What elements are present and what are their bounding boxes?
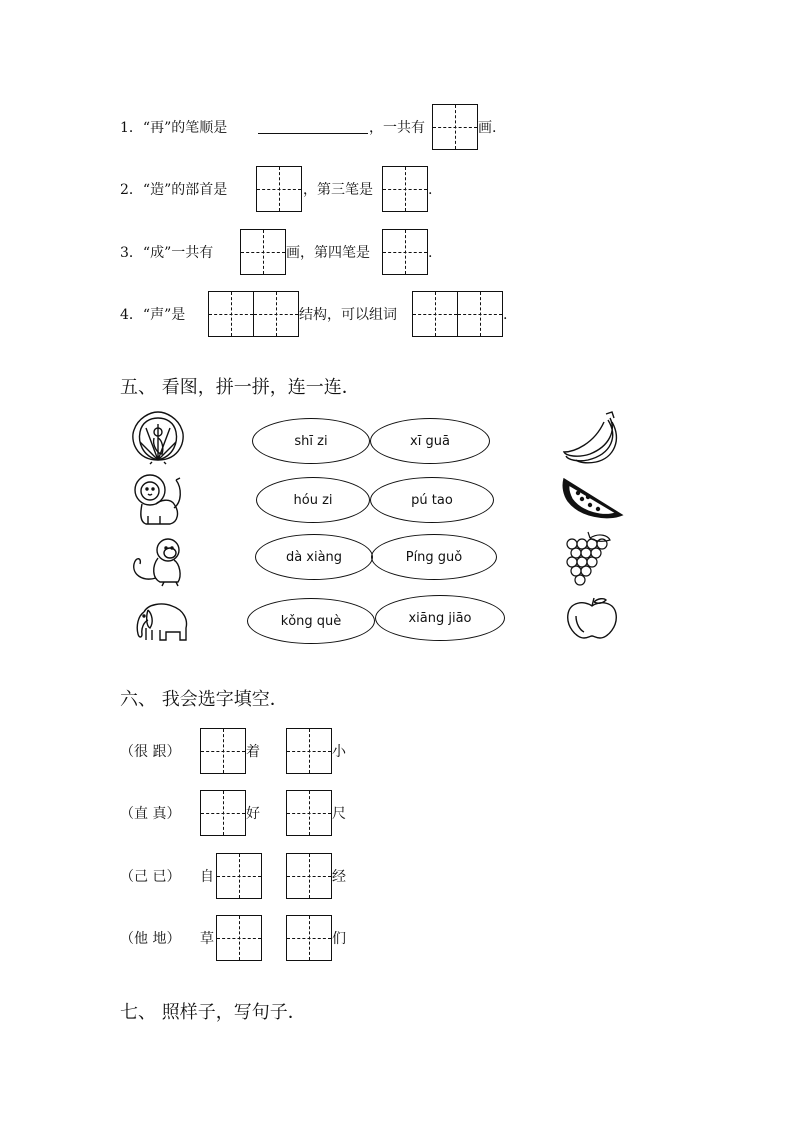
q3-text-b: 画，第四笔是 [286, 245, 370, 261]
pinyin-text: xī guā [410, 433, 450, 449]
section6-title: 六、 我会选字填空． [120, 689, 288, 710]
pinyin-text: dà xiàng [285, 549, 343, 565]
word-char: 草 [200, 931, 214, 947]
q2-radical-box[interactable] [256, 166, 302, 212]
fill-box[interactable] [286, 790, 332, 836]
fill-box[interactable] [200, 728, 246, 774]
fill-box[interactable] [286, 728, 332, 774]
fill-box[interactable] [216, 853, 262, 899]
peacock-icon [128, 410, 188, 468]
q4-structure-box-1[interactable] [208, 291, 254, 337]
q4-text-a: 4．“声”是 [120, 307, 186, 323]
q1-text-a: 1．“再”的笔顺是 [120, 120, 228, 136]
q1-stroke-count-box[interactable] [432, 104, 478, 150]
watermelon-icon [560, 475, 626, 525]
apple-icon [564, 596, 620, 644]
pinyin-text: pú tao [411, 492, 453, 508]
q3-text-a: 3．“成”一共有 [120, 245, 214, 261]
elephant-icon [132, 600, 192, 648]
pinyin-oval-right-3[interactable] [371, 534, 497, 580]
stroke-order-blank[interactable] [258, 117, 368, 134]
pinyin-oval-right-1[interactable] [370, 418, 490, 464]
q2-text-b: ，第三笔是 [303, 182, 373, 198]
pinyin-oval-left-3[interactable] [255, 534, 373, 580]
q3-stroke-count-box[interactable] [240, 229, 286, 275]
q1-text-c: 画. [478, 120, 497, 136]
q3-fourth-stroke-box[interactable] [382, 229, 428, 275]
word-char: 经 [332, 869, 346, 885]
section7-title: 七、 照样子，写句子． [120, 1002, 306, 1023]
q3-text-c: . [428, 245, 433, 261]
q2-third-stroke-box[interactable] [382, 166, 428, 212]
choice-label: （直 真） [120, 806, 181, 822]
word-char: 们 [332, 931, 346, 947]
pinyin-oval-left-1[interactable] [252, 418, 370, 464]
choice-label: （己 已） [120, 869, 181, 885]
pinyin-oval-left-4[interactable] [247, 598, 375, 644]
word-char: 小 [332, 744, 346, 760]
pinyin-oval-left-2[interactable] [256, 477, 370, 523]
pinyin-text: Píng guǒ [405, 549, 463, 565]
word-char: 着 [246, 744, 260, 760]
q4-text-b: 结构，可以组词 [299, 307, 397, 323]
pinyin-oval-right-2[interactable] [370, 477, 494, 523]
fill-box[interactable] [200, 790, 246, 836]
pinyin-text: xiāng jiāo [408, 610, 472, 626]
q4-word-box-1[interactable] [412, 291, 458, 337]
word-char: 好 [246, 806, 260, 822]
word-char: 尺 [332, 806, 346, 822]
pinyin-text: kǒng què [280, 613, 342, 629]
choice-label: （很 跟） [120, 744, 181, 760]
pinyin-text: hóu zi [293, 492, 333, 508]
fill-box[interactable] [286, 853, 332, 899]
q2-text-c: . [428, 182, 433, 198]
section5-title: 五、 看图，拼一拼，连一连． [120, 377, 360, 398]
lion-icon [130, 472, 186, 532]
word-char: 自 [200, 869, 214, 885]
q4-structure-box-2[interactable] [253, 291, 299, 337]
fill-box[interactable] [286, 915, 332, 961]
q1-text-b: ，一共有 [369, 120, 425, 136]
choice-label: （他 地） [120, 931, 181, 947]
q2-text-a: 2．“造”的部首是 [120, 182, 228, 198]
fill-box[interactable] [216, 915, 262, 961]
q4-text-c: . [503, 307, 508, 323]
bananas-icon [560, 410, 622, 468]
q4-word-box-2[interactable] [457, 291, 503, 337]
monkey-icon [128, 536, 190, 592]
pinyin-oval-right-4[interactable] [375, 595, 505, 641]
grapes-icon [560, 530, 616, 590]
pinyin-text: shī zi [294, 433, 328, 449]
